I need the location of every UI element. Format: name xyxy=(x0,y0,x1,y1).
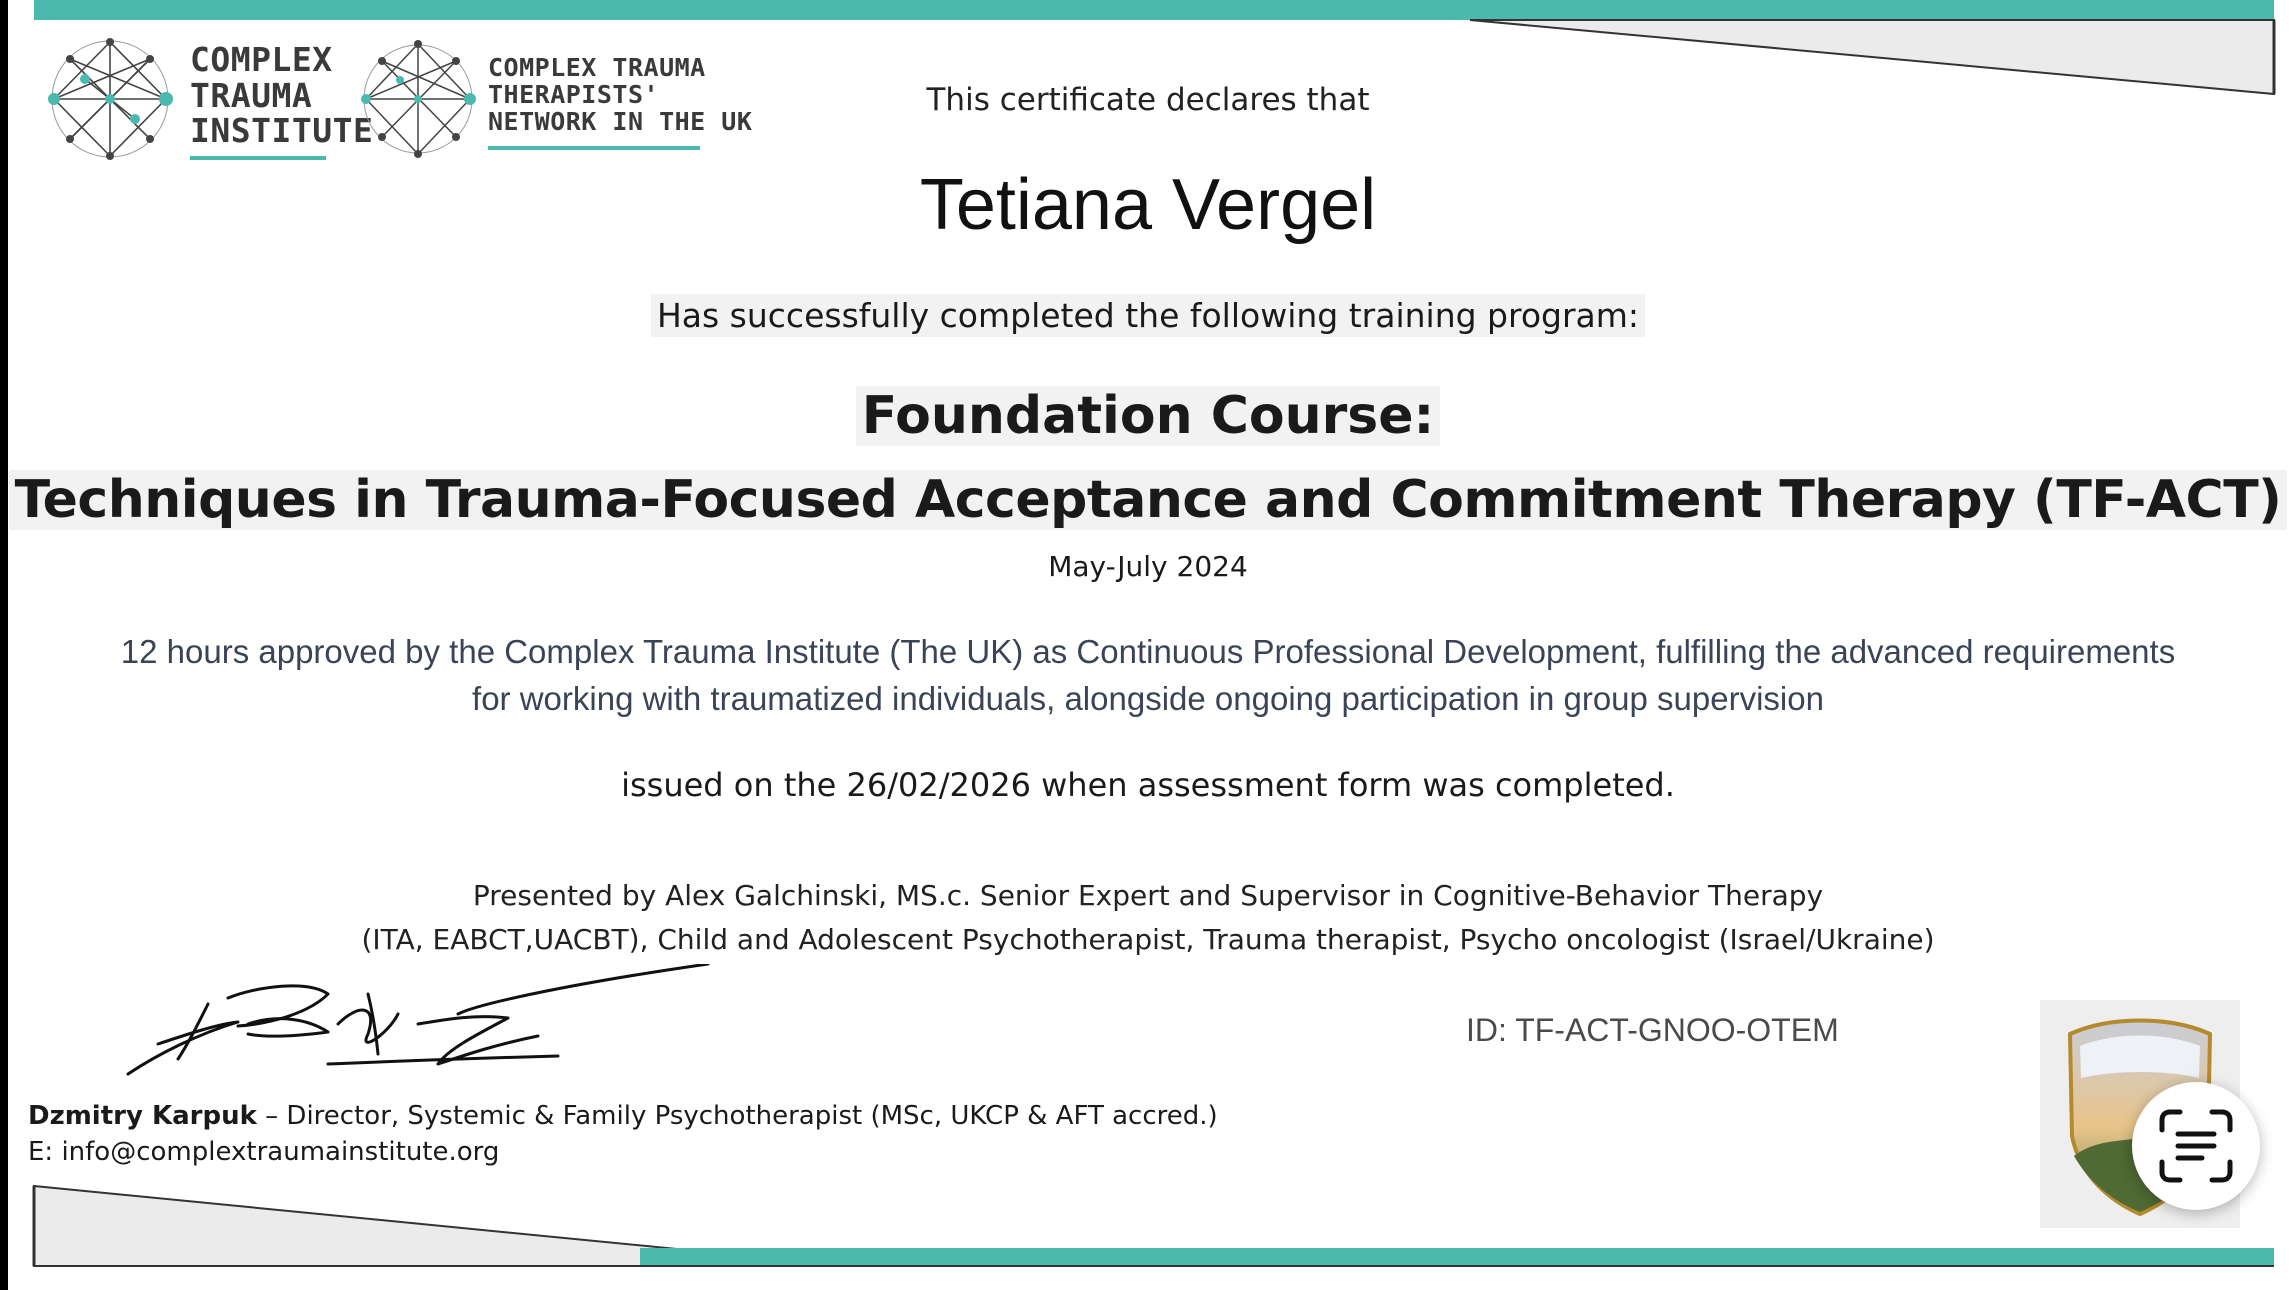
cpd-line-1: 12 hours approved by the Complex Trauma Institute (The UK) as Continuous Professional Development, fulfilling the advanced requirements xyxy=(120,633,2176,670)
signer-line xyxy=(28,1098,1218,1134)
certificate-declaration: This certificate declares that xyxy=(926,82,1370,118)
cti-line-1: COMPLEX xyxy=(190,40,333,79)
email-label: E: xyxy=(28,1137,54,1167)
signature-image xyxy=(118,964,718,1084)
recipient-name: Tetiana Vergel xyxy=(919,165,1377,245)
cti-line-3: INSTITUTE xyxy=(190,111,374,151)
certificate-id: ID: TF-ACT-GNOO-OTEM xyxy=(1466,1012,1839,1048)
bottom-frame-decoration xyxy=(0,1180,2296,1290)
cttn-line-3: NETWORK IN THE UK xyxy=(488,107,753,136)
cpd-line-2: for working with traumatized individuals, alongside ongoing participation in group supervision xyxy=(472,680,1824,717)
signer-name: Dzmitry Karpuk xyxy=(28,1101,257,1131)
cti-line-2: TRAUMA xyxy=(190,75,313,115)
cttn-line-1: COMPLEX TRAUMA xyxy=(488,53,706,82)
signer-role: – Director, Systemic & Family Psychotherapist (MSc, UKCP & AFT accred.) xyxy=(256,1101,1218,1131)
cti-logo-underline xyxy=(190,156,326,160)
course-title-text: Foundation Course: xyxy=(856,386,1441,446)
course-subtitle-text: Techniques in Trauma-Focused Acceptance and Commitment Therapy (TF-ACT) xyxy=(9,470,2288,530)
course-dates: May-July 2024 xyxy=(1048,550,1248,583)
text-scan-icon xyxy=(2158,1108,2234,1184)
presenter-line-2: (ITA, EABCT,UACBT), Child and Adolescent Psychotherapist, Trauma therapist, Psycho oncologist (Israel/Ukraine) xyxy=(361,923,1935,956)
completion-statement-text: Has successfully completed the following training program: xyxy=(651,294,1645,337)
cpd-statement xyxy=(0,628,2296,722)
presenter-statement xyxy=(0,874,2296,962)
presenter-line-1: Presented by Alex Galchinski, MS.c. Senior Expert and Supervisor in Cognitive-Behavior Therapy xyxy=(472,879,1824,912)
cttn-line-2: THERAPISTS' xyxy=(488,80,660,109)
course-subtitle xyxy=(0,470,2296,530)
issue-statement: issued on the 26/02/2026 when assessment form was completed. xyxy=(621,766,1675,804)
text-scan-button[interactable] xyxy=(2132,1082,2260,1210)
cttn-logo-underline xyxy=(488,146,700,150)
course-title xyxy=(0,386,2296,446)
completion-statement xyxy=(0,296,2296,335)
signer-email: info@complextraumainstitute.org xyxy=(53,1137,500,1167)
signer-info xyxy=(28,1098,1218,1170)
signer-email-line xyxy=(28,1134,1218,1170)
